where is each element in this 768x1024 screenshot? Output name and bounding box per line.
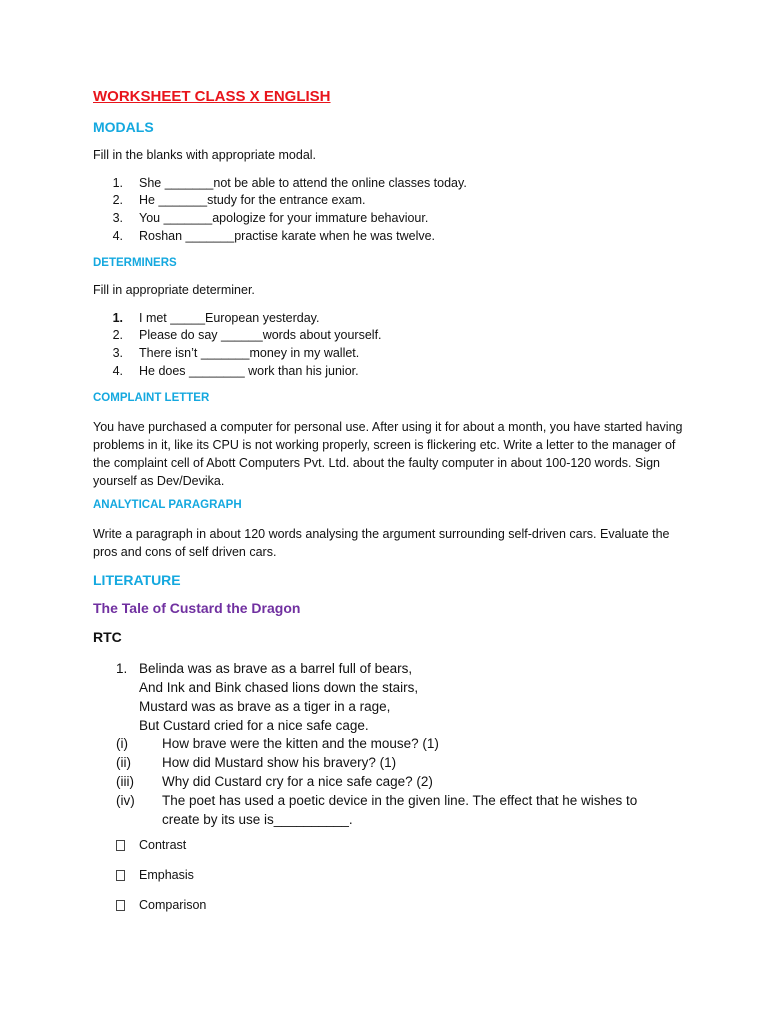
section-heading-analytical-paragraph: ANALYTICAL PARAGRAPH [93,499,242,511]
extract-line: And Ink and Bink chased lions down the stairs, [139,680,419,695]
page-title: WORKSHEET CLASS X ENGLISH [93,88,331,105]
question-text: How did Mustard show his bravery? (1) [162,755,397,770]
option-box-icon [116,870,125,881]
section-heading-literature: LITERATURE [93,572,181,588]
list-item-number: 1. [112,311,123,325]
list-item [93,364,359,378]
list-item-text: I met _____European yesterday. [139,311,320,325]
list-item-text: Please do say ______words about yourself. [139,328,382,342]
section-heading-determiners: DETERMINERS [93,257,177,269]
list-item-text: Roshan _______practise karate when he was twelve. [139,229,436,243]
list-item [93,311,319,325]
question-text: The poet has used a poetic device in the given line. The effect that he wishes to [162,793,638,808]
extract-number: 1. [116,661,128,676]
list-item [93,193,366,207]
list-item [93,346,359,360]
option-box-icon [116,900,125,911]
list-item [93,211,428,225]
list-item-number: 2. [112,193,123,207]
poem-title: The Tale of Custard the Dragon [93,600,301,616]
list-item-number: 3. [112,346,123,360]
complaint-letter-text: You have purchased a computer for personal use. After using it for about a month, you have started having problems in it, like its CPU is not working properly, screen is flickering etc. Write a letter to the manager of the complaint cell of Abott Computers Pvt. Ltd. about the faulty computer in about 100-120 words. Sign yourself as Dev/Devika. [93,420,683,488]
analytical-paragraph-text: Write a paragraph in about 120 words analysing the argument surrounding self-driven cars. Evaluate the pros and cons of self driven cars. [93,527,670,559]
question-number: (iv) [116,793,135,808]
modals-instruction: Fill in the blanks with appropriate modal. [93,148,317,162]
rtc-label: RTC [93,629,122,645]
question-number: (iii) [116,774,134,789]
list-item-text: He does ________ work than his junior. [139,364,359,378]
option-box-icon [116,840,125,851]
question-number: (ii) [116,755,131,770]
list-item-text: She _______not be able to attend the online classes today. [139,176,467,190]
section-heading-complaint-letter: COMPLAINT LETTER [93,392,210,404]
option-label: Emphasis [139,868,194,882]
list-item-number: 3. [112,211,123,225]
list-item-text: There isn’t _______money in my wallet. [139,346,360,360]
option-label: Contrast [139,838,187,852]
option-label: Comparison [139,898,207,912]
list-item-number: 4. [112,229,123,243]
list-item-number: 1. [112,176,123,190]
list-item-text: He _______study for the entrance exam. [139,193,366,207]
extract-line: But Custard cried for a nice safe cage. [139,718,369,733]
list-item-number: 2. [112,328,123,342]
list-item [93,176,467,190]
section-heading-modals: MODALS [93,119,154,135]
question-text: Why did Custard cry for a nice safe cage? (2) [162,774,433,789]
list-item-number: 4. [112,364,123,378]
question-number: (i) [116,736,128,751]
extract-line: Mustard was as brave as a tiger in a rage, [139,699,391,714]
determiners-instruction: Fill in appropriate determiner. [93,283,255,297]
extract-line: Belinda was as brave as a barrel full of bears, [139,661,413,676]
list-item [93,229,435,243]
question-text: How brave were the kitten and the mouse? (1) [162,736,439,751]
question-text-continued: create by its use is__________. [162,812,353,827]
list-item [93,328,382,342]
list-item-text: You _______apologize for your immature behaviour. [139,211,429,225]
